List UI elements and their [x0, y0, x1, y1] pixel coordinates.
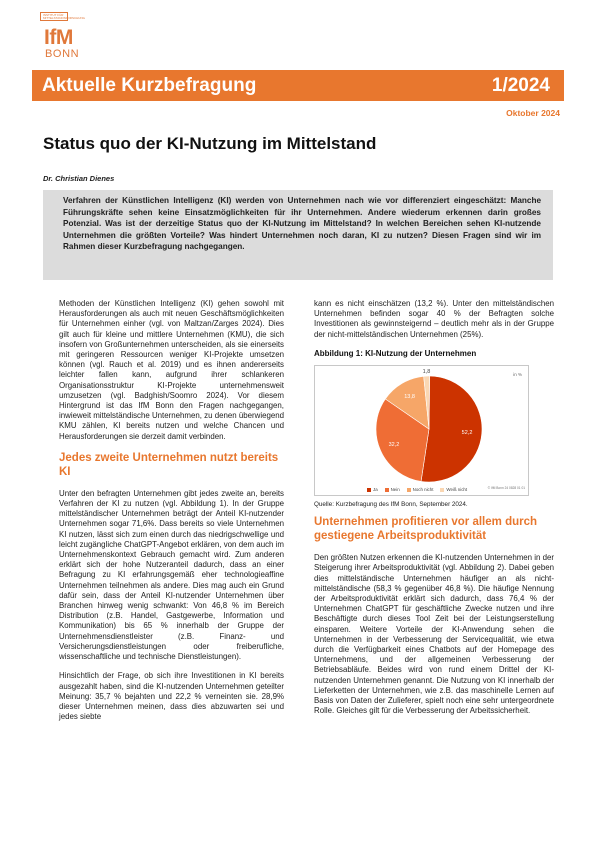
intro-paragraph: Methoden der Künstlichen Intelligenz (KI) gehen sowohl mit Herausforderungen als auch mit neuen Geschäftsmöglichkeiten für Unternehmen einher (vgl. von Maltzan/Zarges 2024). Dies gilt auch für kleine und mittlere Unternehmen (KMU), die sich insofern von Großunternehmen unterscheiden, als sie einerseits mit geringeren Ressourcen weniger KI-Projekte umsetzen können (vgl. Rauch et al. 2019) und es ihnen andererseits leichter fallen kann, aufgrund ihrer schlankeren Organisationsstruktur KI-Projekte unternehmensweit umzusetzen (vgl. Badghish/Soomro 2024). Vor diesem Hintergrund ist das IfM Bonn den Fragen nachgegangen, inwieweit mittelständische Unternehmen, zu denen überwiegend KMU zählen, KI bereits nutzen und welche Chancen und Herausforderungen sie derzeit damit verbinden. — [59, 299, 285, 441]
ifm-logo — [40, 12, 85, 60]
logo-sub-text: BONN — [45, 48, 80, 60]
chart-legend — [367, 485, 474, 495]
legend-item — [385, 487, 400, 492]
issue-number: 1/2024 — [491, 75, 550, 96]
right-column — [314, 299, 554, 725]
pie-label-2: 13,8 — [404, 394, 415, 401]
series-title: Aktuelle Kurzbefragung — [42, 75, 257, 96]
publication-date: Oktober 2024 — [506, 108, 560, 118]
header-banner — [32, 70, 564, 101]
legend-swatch — [407, 488, 411, 492]
pie-chart — [314, 365, 529, 496]
logo-small-text: INSTITUT FÜR MITTELSTANDSFORSCHUNG — [43, 13, 85, 20]
investment-paragraph: Hinsichtlich der Frage, ob sich ihre Investitionen in KI bereits ausgezahlt haben, sind die KI-nutzenden Unternehmen geteilter Meinung: 35,7 % bejahten und 22,2 % verneinten sie. 28,9% dieser Unternehmen meinen, dass dies abzuwarten sei und jedes siebte — [59, 671, 284, 722]
legend-swatch — [367, 488, 371, 492]
figure-caption: Abbildung 1: KI-Nutzung der Unternehmen — [314, 348, 477, 358]
abstract-box — [43, 190, 553, 280]
legend-swatch — [440, 488, 444, 492]
investment-continued-paragraph: kann es nicht einschätzen (13,2 %). Unter den mittelständischen Unternehmen befinden sogar 40 % der Befragten solche Investitionen als gewinnsteigernd – deutlich mehr als in der Gruppe der nicht-mittelständischen Unternehmen (25%). — [314, 299, 554, 339]
legend-label: Ja — [373, 487, 378, 493]
legend-swatch — [385, 488, 389, 492]
author: Dr. Christian Dienes — [43, 174, 115, 183]
pie-chart-svg — [315, 366, 530, 484]
chart-unit: in % — [513, 372, 522, 378]
pie-slice-ja — [421, 376, 482, 482]
legend-label: Noch nicht — [412, 487, 434, 493]
usage-paragraph: Unter den befragten Unternehmen gibt jedes zweite an, bereits Verfahren der KI zu nutzen (vgl. Abbildung 1). In der Gruppe mittelständischer Unternehmen beträgt der Anteil KI-nutzender Unternehmen sogar 71,6%. Dass bereits so viele Unternehmen KI nutzen, lässt sich zum einen durch das niedrigschwellige und leicht zugängliche ChatGPT-Angebot erklären, von dem auch im Unternehmenskontext Gebrauch gemacht wird. Zum anderen erklärt sich der hohe Nutzeranteil dadurch, dass an einer Befragung zu KI erfahrungsgemäß eher technologieaffine Unternehmen teilnehmen als andere. Dies mag auch ein Grund dafür sein, dass der Anteil KI-nutzender Unternehmen über Branchen hinweg wenig schwankt: Von 46,8 % im Bereich Distribution (z.B. Handel, Gastgewerbe, Information und Kommunikation) bis 65 % innerhalb der Gruppe der Unternehmensdienstleister (z.B. Finanz- und Versicherungsdienstleistungen oder freiberufliche, wissenschaftliche und technische Dienstleistungen). — [59, 488, 284, 662]
legend-item — [407, 487, 434, 492]
legend-item — [367, 487, 378, 492]
abstract-text: Verfahren der Künstlichen Intelligenz (KI) werden von Unternehmen nach wie vor differenziert eingeschätzt: Manche Führungskräfte sehen keine Einsatzmöglichkeiten für ihr Unternehmen. Andere wiederum erkennen darin großes Potenzial. Was ist der derzeitige Status quo der KI-Nutzung im Mittelstand? In welchen Bereichen sehen KI-nutzende Unternehmen die größten Vorteile? Was hindert Unternehmen noch daran, KI zu nutzen? Diesen Fragen sind wir im Rahmen dieser Kurzbefragung nachgegangen. — [63, 196, 541, 251]
legend-label: Nein — [390, 487, 400, 493]
left-column — [59, 299, 284, 731]
pie-label-3: 1,8 — [422, 369, 431, 376]
section-heading-benefits: Unternehmen profitieren vor allem durch gestiegene Arbeitsproduktivität — [314, 516, 538, 543]
pie-label-0: 52,2 — [461, 430, 473, 437]
page-title: Status quo der KI-Nutzung im Mittelstand — [43, 134, 377, 153]
section-heading-ki-usage: Jedes zweite Unternehmen nutzt bereits KI — [59, 451, 279, 478]
figure-source: Quelle: Kurzbefragung des IfM Bonn, September 2024. — [314, 501, 468, 509]
logo-frame — [40, 12, 85, 21]
logo-main-text: IfM — [44, 26, 73, 49]
legend-item — [440, 487, 467, 492]
chart-tag: © IfM Bonn 24 0828 01 01 — [487, 485, 525, 490]
pie-label-1: 32,2 — [388, 442, 400, 449]
legend-label: Weiß nicht — [446, 487, 468, 493]
benefits-paragraph: Den größten Nutzen erkennen die KI-nutzenden Unternehmen in der Steigerung ihrer Arbeitsproduktivität (vgl. Abbildung 2). Dabei geben dies mittelständische Unternehmen häufiger an als nicht-mittelständische (58,3 % gegenüber 46,8 %). Die häufige Nennung der Arbeitsproduktivität erklärt sich dadurch, dass 76,4 % der Unternehmen ChatGPT für geschäftliche Zwecke nutzen und ihre Beschäftigte durch dieses Tool Zeit bei der Leistungserstellung einsparen. Weitere Vorteile der KI-Anwendung sehen die Unternehmen in der Verbesserung der Servicequalität, wie etwa durch die Verfügbarkeit eines Chatbots auf der Homepage des Unternehmens, und der allgemeinen Verbesserung der Betriebsabläufe. Beides wird von rund einem Drittel der KI-nutzenden Unternehmen genannt. Die Nutzung von KI innerhalb der Lieferketten der Unternehmen, wie z.B. das maschinelle Lernen auf Basis von Daten der Zulieferer, spielt noch eine sehr untergeordnete Rolle. Gleiches gilt für die Verbesserung der Arbeitssicherheit. — [314, 553, 554, 716]
